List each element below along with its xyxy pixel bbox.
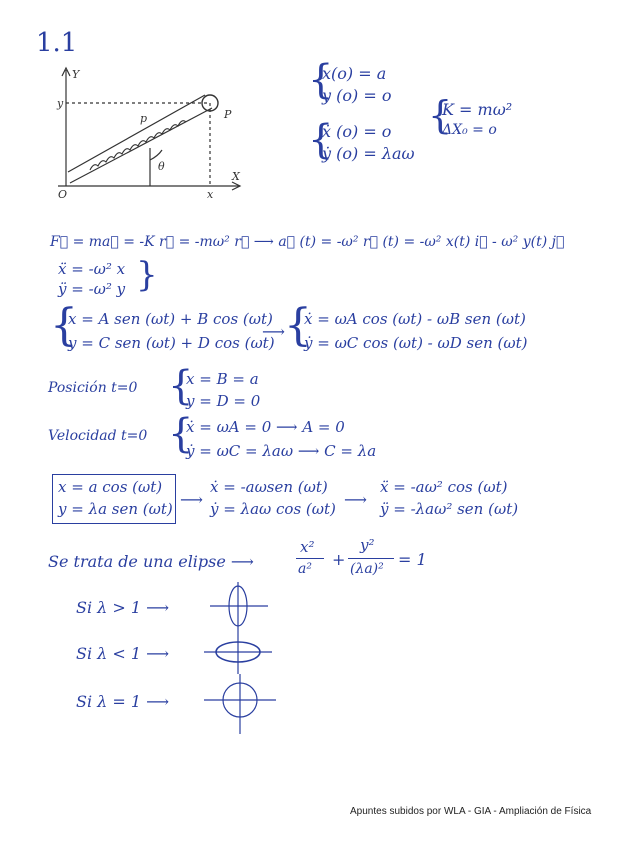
brace-ode: } [136,255,158,295]
label-axis-y: Y [72,68,80,81]
brace-pos: { [168,363,194,409]
sol-y: y = λa sen (ωt) [58,500,173,518]
arrow-sol-2: ⟶ [344,490,367,509]
ic-k: K = mω² [442,100,513,119]
ellipse-den2: (λa)² [350,561,384,577]
ellipse-text: Se trata de una elipse ⟶ [48,552,254,571]
arrow-sol-1: ⟶ [180,490,203,509]
eq-gen-vy: ẏ = ωC cos (ωt) - ωD sen (ωt) [304,334,528,352]
vel-label: Velocidad t=0 [48,428,148,444]
label-y: y [57,97,64,110]
eq-gen-vx: ẋ = ωA cos (ωt) - ωB sen (ωt) [304,310,526,328]
eq-gen-x: x = A sen (ωt) + B cos (ωt) [68,310,273,328]
pos-label: Posición t=0 [48,380,138,396]
ellipse-plus: + [332,550,346,569]
ic-vx0: ẋ (o) = o [322,122,392,141]
case-3: Si λ = 1 ⟶ [76,692,170,711]
sol-vx: ẋ = -aωsen (ωt) [210,478,328,496]
label-axis-x: X [232,170,240,183]
eq-gen-y: y = C sen (ωt) + D cos (ωt) [68,334,275,352]
sol-ay: ÿ = -λaω² sen (ωt) [380,500,519,518]
pos-y: y = D = 0 [186,392,261,410]
brace-ic1: { [308,57,334,103]
footer-credit: Apuntes subidos por WLA - GIA - Ampliación de Física [350,806,592,817]
vel-x: ẋ = ωA = 0 ⟶ A = 0 [186,418,345,436]
label-rod-p: p [140,112,148,125]
ic-x0: x(o) = a [322,64,387,83]
brace-vel: { [168,411,194,457]
section-number: 1.1 [36,28,78,58]
arrow-gen: ⟶ [262,322,285,341]
eq-force: F⃗ = ma⃗ = -K r⃗ = -mω² r⃗ ⟶ a⃗ (t) = -ω² r⃗ (t) = -ω² x(t) i⃗ - ω² y(t) j⃗ [50,234,565,250]
ellipse-num2: y² [360,536,375,554]
eq-ydd: ÿ = -ω² y [58,280,126,298]
label-theta: θ [158,160,165,173]
label-x: x [207,188,214,201]
label-P: P [224,108,232,121]
vel-y: ẏ = ωC = λaω ⟶ C = λa [186,442,377,460]
sol-vy: ẏ = λaω cos (ωt) [210,500,336,518]
ellipse-rhs: = 1 [398,550,427,569]
ellipse-den1: a² [298,561,312,577]
pos-x: x = B = a [186,370,259,388]
case-1: Si λ > 1 ⟶ [76,598,170,617]
ic-y0: y (o) = o [322,86,392,105]
ic-vy0: ẏ (o) = λaω [322,144,415,163]
brace-ic2: { [308,117,334,163]
ellipse-num1: x² [300,538,315,556]
case-2: Si λ < 1 ⟶ [76,644,170,663]
brace-ic3: { [428,93,453,137]
brace-gen-v: { [284,300,312,351]
brace-gen: { [50,300,78,351]
label-origin: O [58,188,68,201]
eq-xdd: ẍ = -ω² x [58,260,126,278]
sol-ax: ẍ = -aω² cos (ωt) [380,478,508,496]
ic-dx0: ΔX₀ = o [442,122,497,138]
sol-x: x = a cos (ωt) [58,478,163,496]
